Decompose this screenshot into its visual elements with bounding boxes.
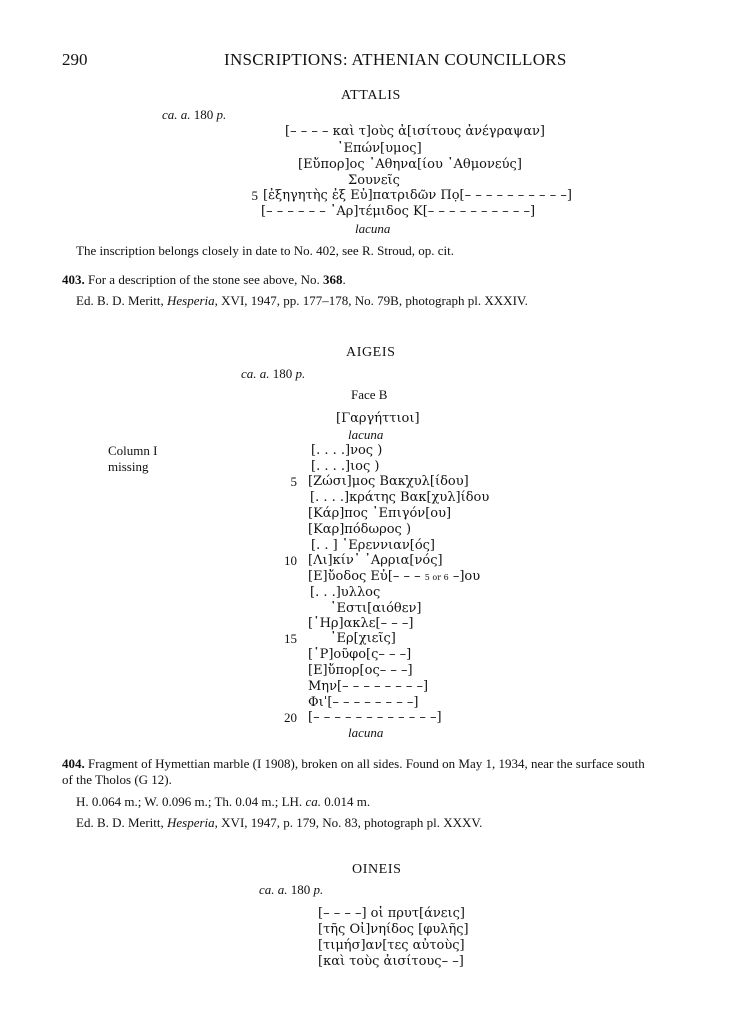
inscription-line: ᾿Επών[υμος]	[337, 141, 422, 156]
inscription-line: [. . . .]ιος )	[311, 459, 380, 474]
inscription-line: [Γαργήττιοι]	[336, 411, 420, 426]
line-number: 20	[284, 710, 297, 725]
inscription-line: ῾Εστι[αιόθεν]	[330, 601, 422, 616]
line-number: 5	[290, 474, 297, 489]
entry-404-description-cont: of the Tholos (G 12).	[62, 772, 172, 787]
column-label: missing	[108, 459, 149, 474]
inscription-line: [ἐξηγητὴς ἐξ Εὐ]πατριδῶν Πọ[– – – – – – – – – –]	[263, 188, 572, 203]
inscription-line: [Εὔπορ]ος ᾿Αθηνα[ίου ᾿Αθμονεύς]	[298, 157, 522, 172]
inscription-line: [Καρ]πόδωρος )	[308, 522, 412, 537]
inscription-line: [– – – – – – ᾿Αρ]τέμιδος Κ[– – – – – – – – – –]	[261, 204, 536, 219]
inscription-line: Σουνεῖς	[348, 173, 400, 188]
inscription-line: [῾Ηρ]ακλε[– – –]	[308, 616, 414, 631]
inscription-line: [Λι]κίν᾿ ᾿Αρρια[νός]	[308, 553, 443, 568]
inscription-line: Φιˈ[– – – – – – – –]	[308, 695, 419, 710]
page-number: 290	[62, 50, 88, 69]
inscription-line: [τιμήσ]αν[τες αὐτοὺς]	[318, 938, 465, 953]
line-number: 5	[251, 188, 258, 203]
inscription-line: [. . . .]κράτης Βακ[χυλ]ίδου	[310, 490, 490, 505]
line-number: 15	[284, 631, 297, 646]
entry-403-description: 403. For a description of the stone see above, No. 368.	[62, 272, 346, 287]
date-oineis: ca. a. 180 p.	[259, 882, 324, 897]
inscription-line: [– – – – – – – – – – – –]	[308, 710, 442, 725]
entry-404-description: 404. Fragment of Hymettian marble (I 1908), broken on all sides. Found on May 1, 1934, near the surface south	[62, 756, 645, 771]
date-aigeis: ca. a. 180 p.	[241, 366, 306, 381]
date-attalis: ca. a. 180 p.	[162, 107, 227, 122]
inscription-line: [τῆς Οἰ]νηίδος [φυλῆς]	[318, 922, 469, 937]
running-head: INSCRIPTIONS: ATHENIAN COUNCILLORS	[224, 50, 567, 69]
inscription-line: [– – – –] οἱ πρυτ[άνεις]	[318, 906, 465, 921]
inscription-line: [Ε]ὔπορ[ος– – –]	[308, 663, 413, 678]
entry-403-edition: Ed. B. D. Meritt, Hesperia, XVI, 1947, pp. 177–178, No. 79B, photograph pl. XXXIV.	[76, 293, 528, 308]
entry-404-dimensions: H. 0.064 m.; W. 0.096 m.; Th. 0.04 m.; LH. ca. 0.014 m.	[76, 794, 371, 809]
inscription-line: Μην[– – – – – – – –]	[308, 679, 429, 694]
inscription-line: [Ε]ὔοδος Εὐ[– – – 5 or 6 –]ου	[308, 569, 481, 584]
attalis-note: The inscription belongs closely in date to No. 402, see R. Stroud, op. cit.	[76, 243, 455, 258]
inscription-line: [καὶ τοὺς ἀισίτους– –]	[318, 954, 464, 969]
inscription-line: [. . . .]νος )	[311, 443, 383, 458]
inscription-line: [Ζώσι]μος Βακχυλ[ίδου]	[308, 474, 469, 489]
lacuna-label: lacuna	[348, 725, 384, 740]
lacuna-label: lacuna	[355, 221, 391, 236]
inscription-line: [. . .]υλλος	[310, 585, 381, 600]
inscription-line: [– – – – καὶ τ]οὺς ἀ[ισίτους ἀνέγραψαν]	[285, 124, 545, 139]
face-label: Face B	[351, 387, 388, 402]
section-title-attalis: ATTALIS	[341, 88, 401, 103]
inscription-line: [Κάρ]πος ᾿Επιγόν[ου]	[308, 506, 452, 521]
section-title-oineis: OINEIS	[352, 862, 402, 877]
line-number: 10	[284, 553, 297, 568]
inscription-line: [. . ] ῾Ερεννιαν[ός]	[311, 538, 436, 553]
inscription-line: [῾Ρ]οῦφο[ς– – –]	[308, 647, 412, 662]
entry-404-edition: Ed. B. D. Meritt, Hesperia, XVI, 1947, p. 179, No. 83, photograph pl. XXXV.	[76, 815, 483, 830]
inscription-line: ᾿Ερ[χιεῖς]	[330, 631, 396, 646]
lacuna-label: lacuna	[348, 427, 384, 442]
section-title-aigeis: AIGEIS	[346, 345, 396, 360]
column-label: Column I	[108, 443, 158, 458]
